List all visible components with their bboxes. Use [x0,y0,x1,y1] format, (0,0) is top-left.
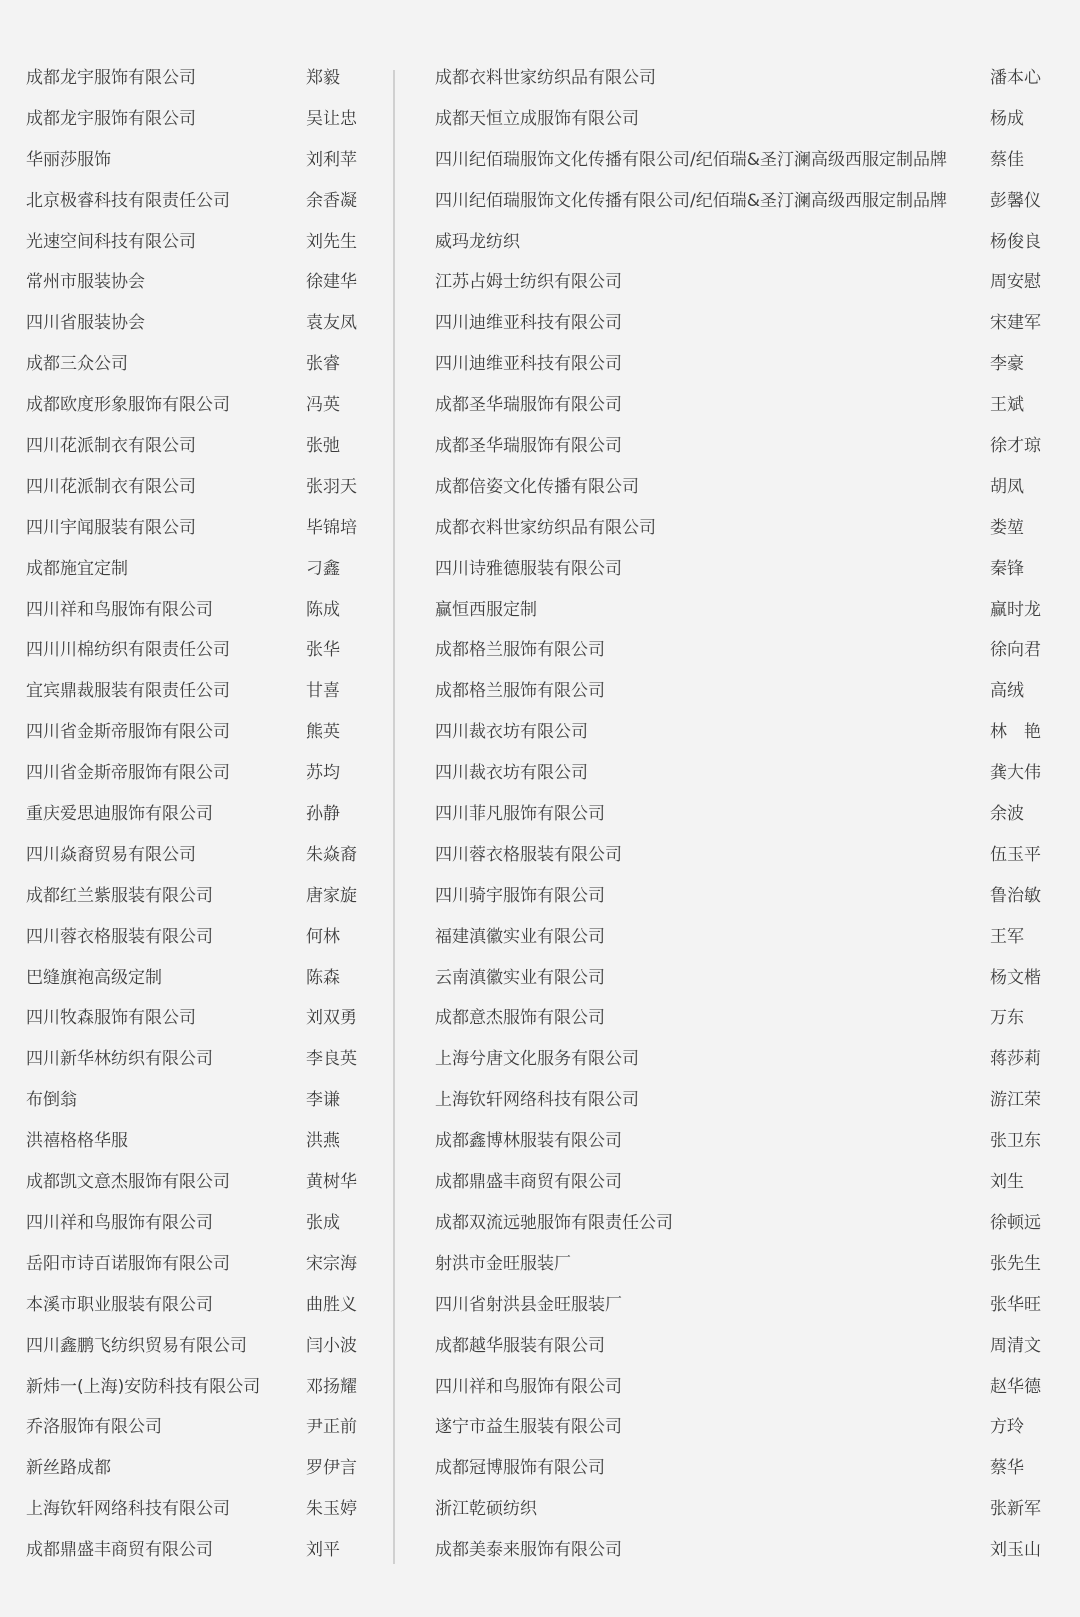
person-name: 冯英 [306,395,340,416]
company-name: 四川焱裔贸易有限公司 [26,844,196,865]
list-item [435,917,1050,958]
person-name: 李良英 [306,1049,357,1070]
person-name: 徐向君 [990,640,1041,661]
company-name: 赢恒西服定制 [435,599,537,620]
company-name: 四川省金斯帝服饰有限公司 [26,763,230,784]
company-name: 本溪市职业服装有限公司 [26,1294,213,1315]
list-item [26,1121,366,1162]
person-name: 张华旺 [990,1294,1041,1315]
list-item [435,712,1050,753]
person-name: 刘平 [306,1540,340,1561]
person-name: 万东 [990,1008,1024,1029]
company-name: 威玛龙纺织 [435,231,520,252]
person-name: 高绒 [990,681,1024,702]
person-name: 宋宗海 [306,1253,357,1274]
person-name: 孙静 [306,804,340,825]
list-item [435,1039,1050,1080]
company-name: 成都三众公司 [26,354,128,375]
list-item [26,1080,366,1121]
list-item [26,1530,366,1571]
list-item [435,222,1050,263]
list-item [26,58,366,99]
person-name: 李豪 [990,354,1024,375]
person-name: 朱玉婷 [306,1499,357,1520]
list-item [435,835,1050,876]
list-item [26,385,366,426]
company-name: 射洪市金旺服装厂 [435,1253,571,1274]
company-name: 成都红兰紫服装有限公司 [26,885,213,906]
list-item [26,590,366,631]
company-name: 四川省服装协会 [26,313,145,334]
company-name: 四川裁衣坊有限公司 [435,763,588,784]
company-name: 四川川棉纺织有限责任公司 [26,640,230,661]
person-name: 徐才琼 [990,436,1041,457]
list-item [26,1244,366,1285]
company-name: 四川新华林纺织有限公司 [26,1049,213,1070]
person-name: 余香凝 [306,190,357,211]
person-name: 刘利苹 [306,149,357,170]
company-name: 新炜一(上海)安防科技有限公司 [26,1376,261,1397]
person-name: 张弛 [306,436,340,457]
person-name: 熊英 [306,722,340,743]
person-name: 余波 [990,804,1024,825]
company-name: 四川省金斯帝服饰有限公司 [26,722,230,743]
person-name: 黄树华 [306,1172,357,1193]
list-item [435,344,1050,385]
company-name: 四川裁衣坊有限公司 [435,722,588,743]
list-item [26,1489,366,1530]
list-item [26,1285,366,1326]
person-name: 杨俊良 [990,231,1041,252]
company-name: 四川宇闻服装有限公司 [26,517,196,538]
company-name: 四川省射洪县金旺服装厂 [435,1294,622,1315]
person-name: 游江荣 [990,1090,1041,1111]
person-name: 赢时龙 [990,599,1041,620]
company-name: 光速空间科技有限公司 [26,231,196,252]
list-item [435,1326,1050,1367]
column-divider [393,70,395,1564]
company-name: 成都冠博服饰有限公司 [435,1458,605,1479]
list-item [435,426,1050,467]
company-name: 四川纪佰瑞服饰文化传播有限公司/纪佰瑞&圣汀澜高级西服定制品牌 [435,149,947,170]
list-item [435,1244,1050,1285]
company-name: 新丝路成都 [26,1458,111,1479]
person-name: 唐家旋 [306,885,357,906]
list-item [26,712,366,753]
company-name: 北京极睿科技有限责任公司 [26,190,230,211]
list-item [26,1039,366,1080]
company-name: 四川蓉衣格服装有限公司 [435,844,622,865]
list-item [435,1121,1050,1162]
list-item [26,876,366,917]
list-item [435,958,1050,999]
list-item [26,303,366,344]
list-item [26,1326,366,1367]
company-name: 云南滇徽实业有限公司 [435,967,605,988]
person-name: 龚大伟 [990,763,1041,784]
person-name: 王斌 [990,395,1024,416]
person-name: 赵华德 [990,1376,1041,1397]
company-name: 四川牧森服饰有限公司 [26,1008,196,1029]
list-item [435,1162,1050,1203]
company-name: 成都圣华瑞服饰有限公司 [435,395,622,416]
company-name: 四川祥和鸟服饰有限公司 [435,1376,622,1397]
list-item [435,753,1050,794]
list-item [435,140,1050,181]
list-item [435,794,1050,835]
company-name: 岳阳市诗百诺服饰有限公司 [26,1253,230,1274]
list-item [26,835,366,876]
list-item [26,344,366,385]
list-item [435,630,1050,671]
company-name: 成都格兰服饰有限公司 [435,640,605,661]
person-name: 张成 [306,1212,340,1233]
list-item [26,467,366,508]
list-item [26,508,366,549]
company-name: 成都双流远驰服饰有限责任公司 [435,1212,673,1233]
company-name: 成都天恒立成服饰有限公司 [435,108,639,129]
company-name: 四川菲凡服饰有限公司 [435,804,605,825]
list-item [435,590,1050,631]
list-item [435,876,1050,917]
list-item [435,262,1050,303]
person-name: 秦锋 [990,558,1024,579]
list-item [26,630,366,671]
list-item [26,1203,366,1244]
company-name: 宜宾鼎裁服装有限责任公司 [26,681,230,702]
left-name-list [26,58,366,1571]
person-name: 陈成 [306,599,340,620]
person-name: 张新军 [990,1499,1041,1520]
list-item [435,1407,1050,1448]
company-name: 重庆爱思迪服饰有限公司 [26,804,213,825]
company-name: 四川祥和鸟服饰有限公司 [26,599,213,620]
person-name: 娄堃 [990,517,1024,538]
company-name: 华丽莎服饰 [26,149,111,170]
company-name: 四川迪维亚科技有限公司 [435,354,622,375]
company-name: 四川花派制衣有限公司 [26,476,196,497]
person-name: 袁友凤 [306,313,357,334]
company-name: 成都龙宇服饰有限公司 [26,108,196,129]
list-item [26,1162,366,1203]
list-item [435,99,1050,140]
company-name: 四川骑宇服饰有限公司 [435,885,605,906]
company-name: 成都倍姿文化传播有限公司 [435,476,639,497]
company-name: 成都鼎盛丰商贸有限公司 [435,1172,622,1193]
list-item [26,753,366,794]
company-name: 四川鑫鹏飞纺织贸易有限公司 [26,1335,247,1356]
list-item [26,181,366,222]
list-item [435,1285,1050,1326]
list-item [435,1203,1050,1244]
list-item [435,385,1050,426]
person-name: 毕锦培 [306,517,357,538]
list-item [26,794,366,835]
company-name: 遂宁市益生服装有限公司 [435,1417,622,1438]
company-name: 四川蓉衣格服装有限公司 [26,926,213,947]
person-name: 吴让忠 [306,108,357,129]
person-name: 彭馨仪 [990,190,1041,211]
list-item [26,1407,366,1448]
person-name: 蔡佳 [990,149,1024,170]
list-item [26,917,366,958]
list-item [435,467,1050,508]
person-name: 罗伊言 [306,1458,357,1479]
list-item [26,1448,366,1489]
person-name: 鲁治敏 [990,885,1041,906]
company-name: 四川迪维亚科技有限公司 [435,313,622,334]
company-name: 成都意杰服饰有限公司 [435,1008,605,1029]
list-item [435,303,1050,344]
company-name: 福建滇徽实业有限公司 [435,926,605,947]
person-name: 甘喜 [306,681,340,702]
person-name: 张卫东 [990,1131,1041,1152]
person-name: 邓扬耀 [306,1376,357,1397]
company-name: 成都凯文意杰服饰有限公司 [26,1172,230,1193]
person-name: 曲胜义 [306,1294,357,1315]
list-item [435,1530,1050,1571]
person-name: 潘本心 [990,68,1041,88]
list-item [435,1367,1050,1408]
person-name: 郑毅 [306,68,340,88]
person-name: 张华 [306,640,340,661]
person-name: 徐顿远 [990,1212,1041,1233]
company-name: 四川花派制衣有限公司 [26,436,196,457]
person-name: 刘双勇 [306,1008,357,1029]
company-name: 成都美泰来服饰有限公司 [435,1540,622,1561]
list-item [26,99,366,140]
list-item [435,998,1050,1039]
person-name: 方玲 [990,1417,1024,1438]
list-item [435,181,1050,222]
company-name: 江苏占姆士纺织有限公司 [435,272,622,293]
list-item [26,222,366,263]
person-name: 杨成 [990,108,1024,129]
person-name: 刘玉山 [990,1540,1041,1561]
person-name: 陈森 [306,967,340,988]
list-item [435,671,1050,712]
list-item [26,262,366,303]
person-name: 张羽天 [306,476,357,497]
person-name: 刘生 [990,1172,1024,1193]
company-name: 上海钦轩网络科技有限公司 [435,1090,639,1111]
person-name: 周清文 [990,1335,1041,1356]
company-name: 成都欧度形象服饰有限公司 [26,395,230,416]
person-name: 洪燕 [306,1131,340,1152]
person-name: 闫小波 [306,1335,357,1356]
list-item [435,549,1050,590]
list-item [26,426,366,467]
company-name: 成都龙宇服饰有限公司 [26,68,196,88]
person-name: 张先生 [990,1253,1041,1274]
list-item [435,1489,1050,1530]
company-name: 成都圣华瑞服饰有限公司 [435,436,622,457]
person-name: 尹正前 [306,1417,357,1438]
person-name: 苏均 [306,763,340,784]
person-name: 杨文楷 [990,967,1041,988]
company-name: 成都施宜定制 [26,558,128,579]
company-name: 四川祥和鸟服饰有限公司 [26,1212,213,1233]
company-name: 四川诗雅德服装有限公司 [435,558,622,579]
list-item [26,958,366,999]
list-item [435,58,1050,99]
person-name: 何林 [306,926,340,947]
company-name: 乔洛服饰有限公司 [26,1417,162,1438]
person-name: 胡凤 [990,476,1024,497]
person-name: 宋建军 [990,313,1041,334]
person-name: 李谦 [306,1090,340,1111]
person-name: 刁鑫 [306,558,340,579]
list-item [435,1080,1050,1121]
person-name: 林 艳 [990,722,1041,743]
company-name: 布倒翁 [26,1090,77,1111]
person-name: 徐建华 [306,272,357,293]
person-name: 王军 [990,926,1024,947]
company-name: 成都鼎盛丰商贸有限公司 [26,1540,213,1561]
company-name: 上海兮唐文化服务有限公司 [435,1049,639,1070]
person-name: 伍玉平 [990,844,1041,865]
company-name: 成都鑫博林服装有限公司 [435,1131,622,1152]
list-item [26,671,366,712]
person-name: 蒋莎莉 [990,1049,1041,1070]
company-name: 四川纪佰瑞服饰文化传播有限公司/纪佰瑞&圣汀澜高级西服定制品牌 [435,190,947,211]
list-item [26,140,366,181]
list-item [26,549,366,590]
list-item [435,1448,1050,1489]
company-name: 巴缝旗袍高级定制 [26,967,162,988]
person-name: 蔡华 [990,1458,1024,1479]
list-item [26,1367,366,1408]
company-name: 上海钦轩网络科技有限公司 [26,1499,230,1520]
right-name-list [435,58,1050,1571]
company-name: 常州市服装协会 [26,272,145,293]
list-item [26,998,366,1039]
person-name: 张睿 [306,354,340,375]
company-name: 浙江乾硕纺织 [435,1499,537,1520]
company-name: 成都格兰服饰有限公司 [435,681,605,702]
company-name: 洪禧格格华服 [26,1131,128,1152]
company-name: 成都越华服装有限公司 [435,1335,605,1356]
person-name: 刘先生 [306,231,357,252]
person-name: 周安慰 [990,272,1041,293]
company-name: 成都衣料世家纺织品有限公司 [435,517,656,538]
person-name: 朱焱裔 [306,844,357,865]
company-name: 成都衣料世家纺织品有限公司 [435,68,656,88]
list-item [435,508,1050,549]
